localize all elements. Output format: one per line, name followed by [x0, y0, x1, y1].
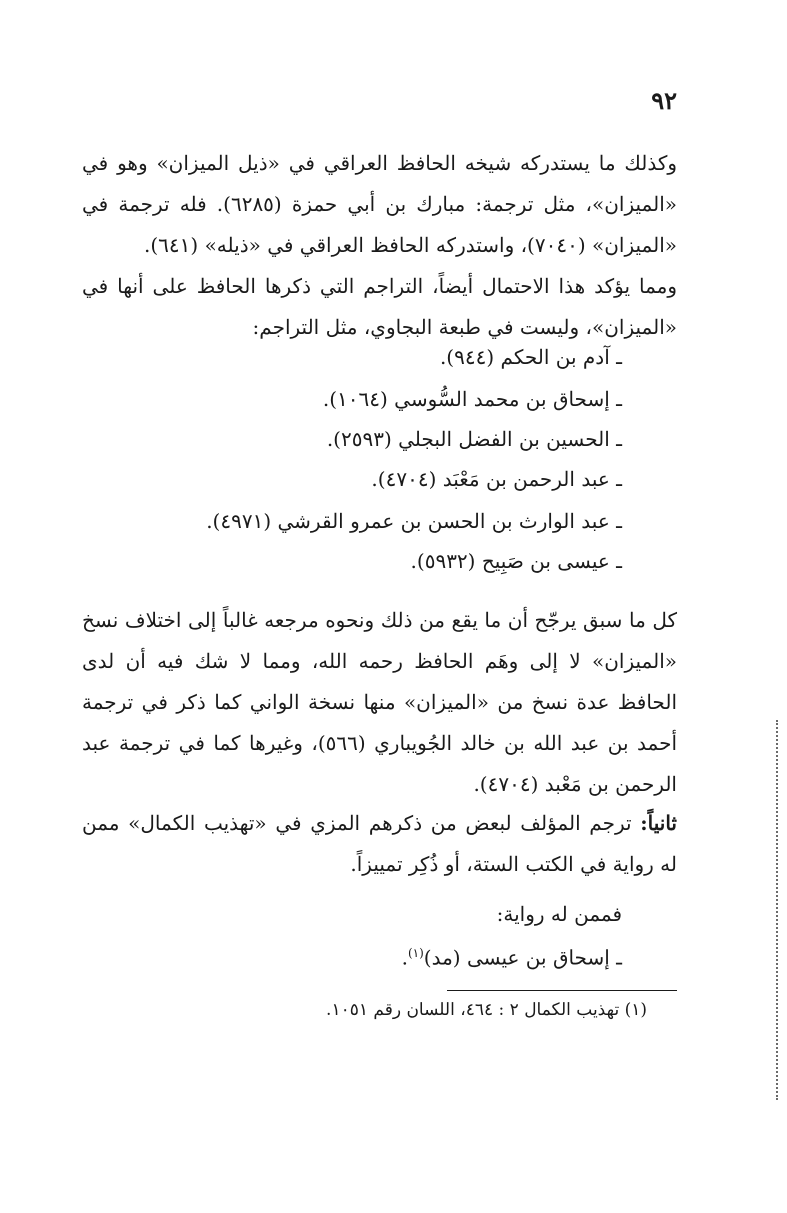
list-item: ـ الحسين بن الفضل البجلي (٢٥٩٣).: [326, 427, 622, 451]
list-item-text: ـ إسحاق بن عيسى (مد): [423, 945, 622, 970]
footnote-reference: (١): [407, 946, 424, 960]
paragraph-possibility: ومما يؤكد هذا الاحتمال أيضاً، التراجم التي ذكرها الحافظ على أنها في «الميزان»، وليست في طبعة البجاوي، مثل التراجم:: [82, 274, 677, 339]
footnote: (١) تهذيب الكمال ٢ : ٤٦٤، اللسان رقم ١٠٥١.: [326, 1000, 647, 1020]
list-item: ـ عيسى بن صَبِيح (٥٩٣٢).: [410, 549, 622, 573]
paragraph-conclusion: كل ما سبق يرجّح أن ما يقع من ذلك ونحوه مرجعه غالباً إلى اختلاف نسخ «الميزان» لا إلى وهَم الحافظ رحمه الله، ومما لا شك فيه أن لدى الحافظ عدة نسخ من «الميزان» منها نسخة الواني كما ذكر في ترجمة أحمد بن عبد الله بن خالد الجُويباري (٥٦٦)، وغيرها كما في ترجمة عبد الرحمن بن مَعْبد (٤٧٠٤).: [82, 608, 678, 796]
list-item: ـ عبد الوارث بن الحسن بن عمرو القرشي (٤٩٧١).: [206, 509, 622, 533]
narrators-lead-in: فممن له رواية:: [496, 902, 622, 926]
list-item: ـ إسحاق بن محمد السُّوسي (١٠٦٤).: [322, 387, 622, 411]
list-item-last: [402, 938, 622, 973]
secondly-label: ثانياً:: [640, 811, 677, 835]
paragraph-secondly: [82, 803, 677, 885]
list-item-end: .: [401, 945, 408, 970]
footnote-divider: [447, 990, 677, 991]
list-item: ـ عبد الرحمن بن مَعْبَد (٤٧٠٤).: [371, 467, 622, 491]
margin-dotted-line: [776, 720, 778, 1100]
list-item: ـ آدم بن الحكم (٩٤٤).: [439, 345, 622, 369]
secondly-text: ترجم المؤلف لبعض من ذكرهم المزي في «تهذيب الكمال» ممن له رواية في الكتب الستة، أو ذُكِر تمييزاً.: [82, 811, 677, 876]
page-number: ٩٢: [651, 86, 677, 115]
paragraph-supplement: وكذلك ما يستدركه شيخه الحافظ العراقي في «ذيل الميزان» وهو في «الميزان»، مثل ترجمة: مبارك بن أبي حمزة (٦٢٨٥). فله ترجمة في «الميزان» (٧٠٤٠)، واستدركه الحافظ العراقي في «ذيله» (٦٤١).: [82, 151, 677, 257]
